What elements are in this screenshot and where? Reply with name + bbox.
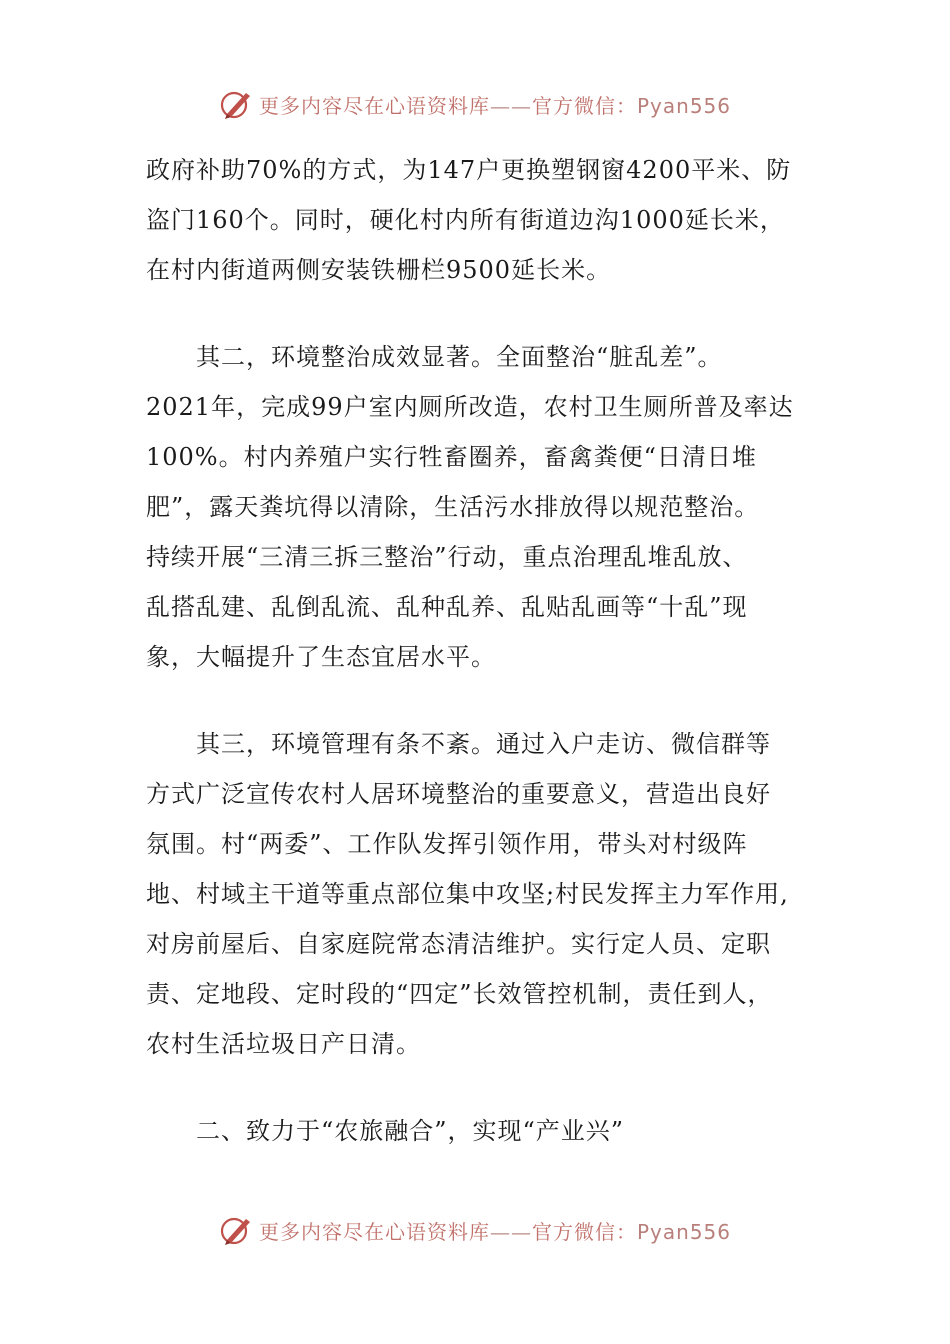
paragraph bbox=[146, 145, 816, 295]
watermark-text: 更多内容尽在心语资料库——官方微信：Pyan556 bbox=[258, 1219, 731, 1244]
section-heading bbox=[146, 1106, 816, 1156]
watermark-header bbox=[0, 84, 950, 124]
text-line: 责、定地段、定时段的“四定”长效管控机制，责任到人， bbox=[146, 980, 773, 1008]
text-line: 二、致力于“农旅融合”，实现“产业兴” bbox=[196, 1117, 625, 1145]
text-line: 象，大幅提升了生态宜居水平。 bbox=[146, 643, 496, 671]
pen-logo-icon bbox=[219, 1213, 253, 1247]
text-line: 其三，环境管理有条不紊。通过入户走访、微信群等 bbox=[196, 730, 771, 758]
paragraph bbox=[146, 719, 816, 1069]
text-line: 盗门160个。同时，硬化村内所有街道边沟1000延长米， bbox=[146, 206, 785, 234]
text-line: 2021年，完成99户室内厕所改造，农村卫生厕所普及率达 bbox=[146, 393, 794, 421]
document-body bbox=[146, 145, 816, 1156]
pen-logo-icon bbox=[219, 87, 253, 121]
text-line: 乱搭乱建、乱倒乱流、乱种乱养、乱贴乱画等“十乱”现 bbox=[146, 593, 748, 621]
paragraph bbox=[146, 332, 816, 682]
text-line: 其二，环境整治成效显著。全面整治“脏乱差”。 bbox=[196, 343, 723, 371]
text-line: 100%。村内养殖户实行牲畜圈养，畜禽粪便“日清日堆 bbox=[146, 443, 757, 471]
text-line: 方式广泛宣传农村人居环境整治的重要意义，营造出良好 bbox=[146, 780, 771, 808]
text-line: 农村生活垃圾日产日清。 bbox=[146, 1030, 421, 1058]
text-line: 持续开展“三清三拆三整治”行动，重点治理乱堆乱放、 bbox=[146, 543, 748, 571]
text-line: 氛围。村“两委”、工作队发挥引领作用，带头对村级阵 bbox=[146, 830, 748, 858]
watermark-footer bbox=[0, 1210, 950, 1250]
text-line: 肥”，露天粪坑得以清除，生活污水排放得以规范整治。 bbox=[146, 493, 760, 521]
watermark-text: 更多内容尽在心语资料库——官方微信：Pyan556 bbox=[258, 93, 731, 118]
text-line: 地、村域主干道等重点部位集中攻坚;村民发挥主力军作用, bbox=[146, 880, 789, 908]
text-line: 对房前屋后、自家庭院常态清洁维护。实行定人员、定职 bbox=[146, 930, 771, 958]
text-line: 在村内街道两侧安装铁栅栏9500延长米。 bbox=[146, 256, 612, 284]
text-line: 政府补助70%的方式，为147户更换塑钢窗4200平米、防 bbox=[146, 156, 792, 184]
